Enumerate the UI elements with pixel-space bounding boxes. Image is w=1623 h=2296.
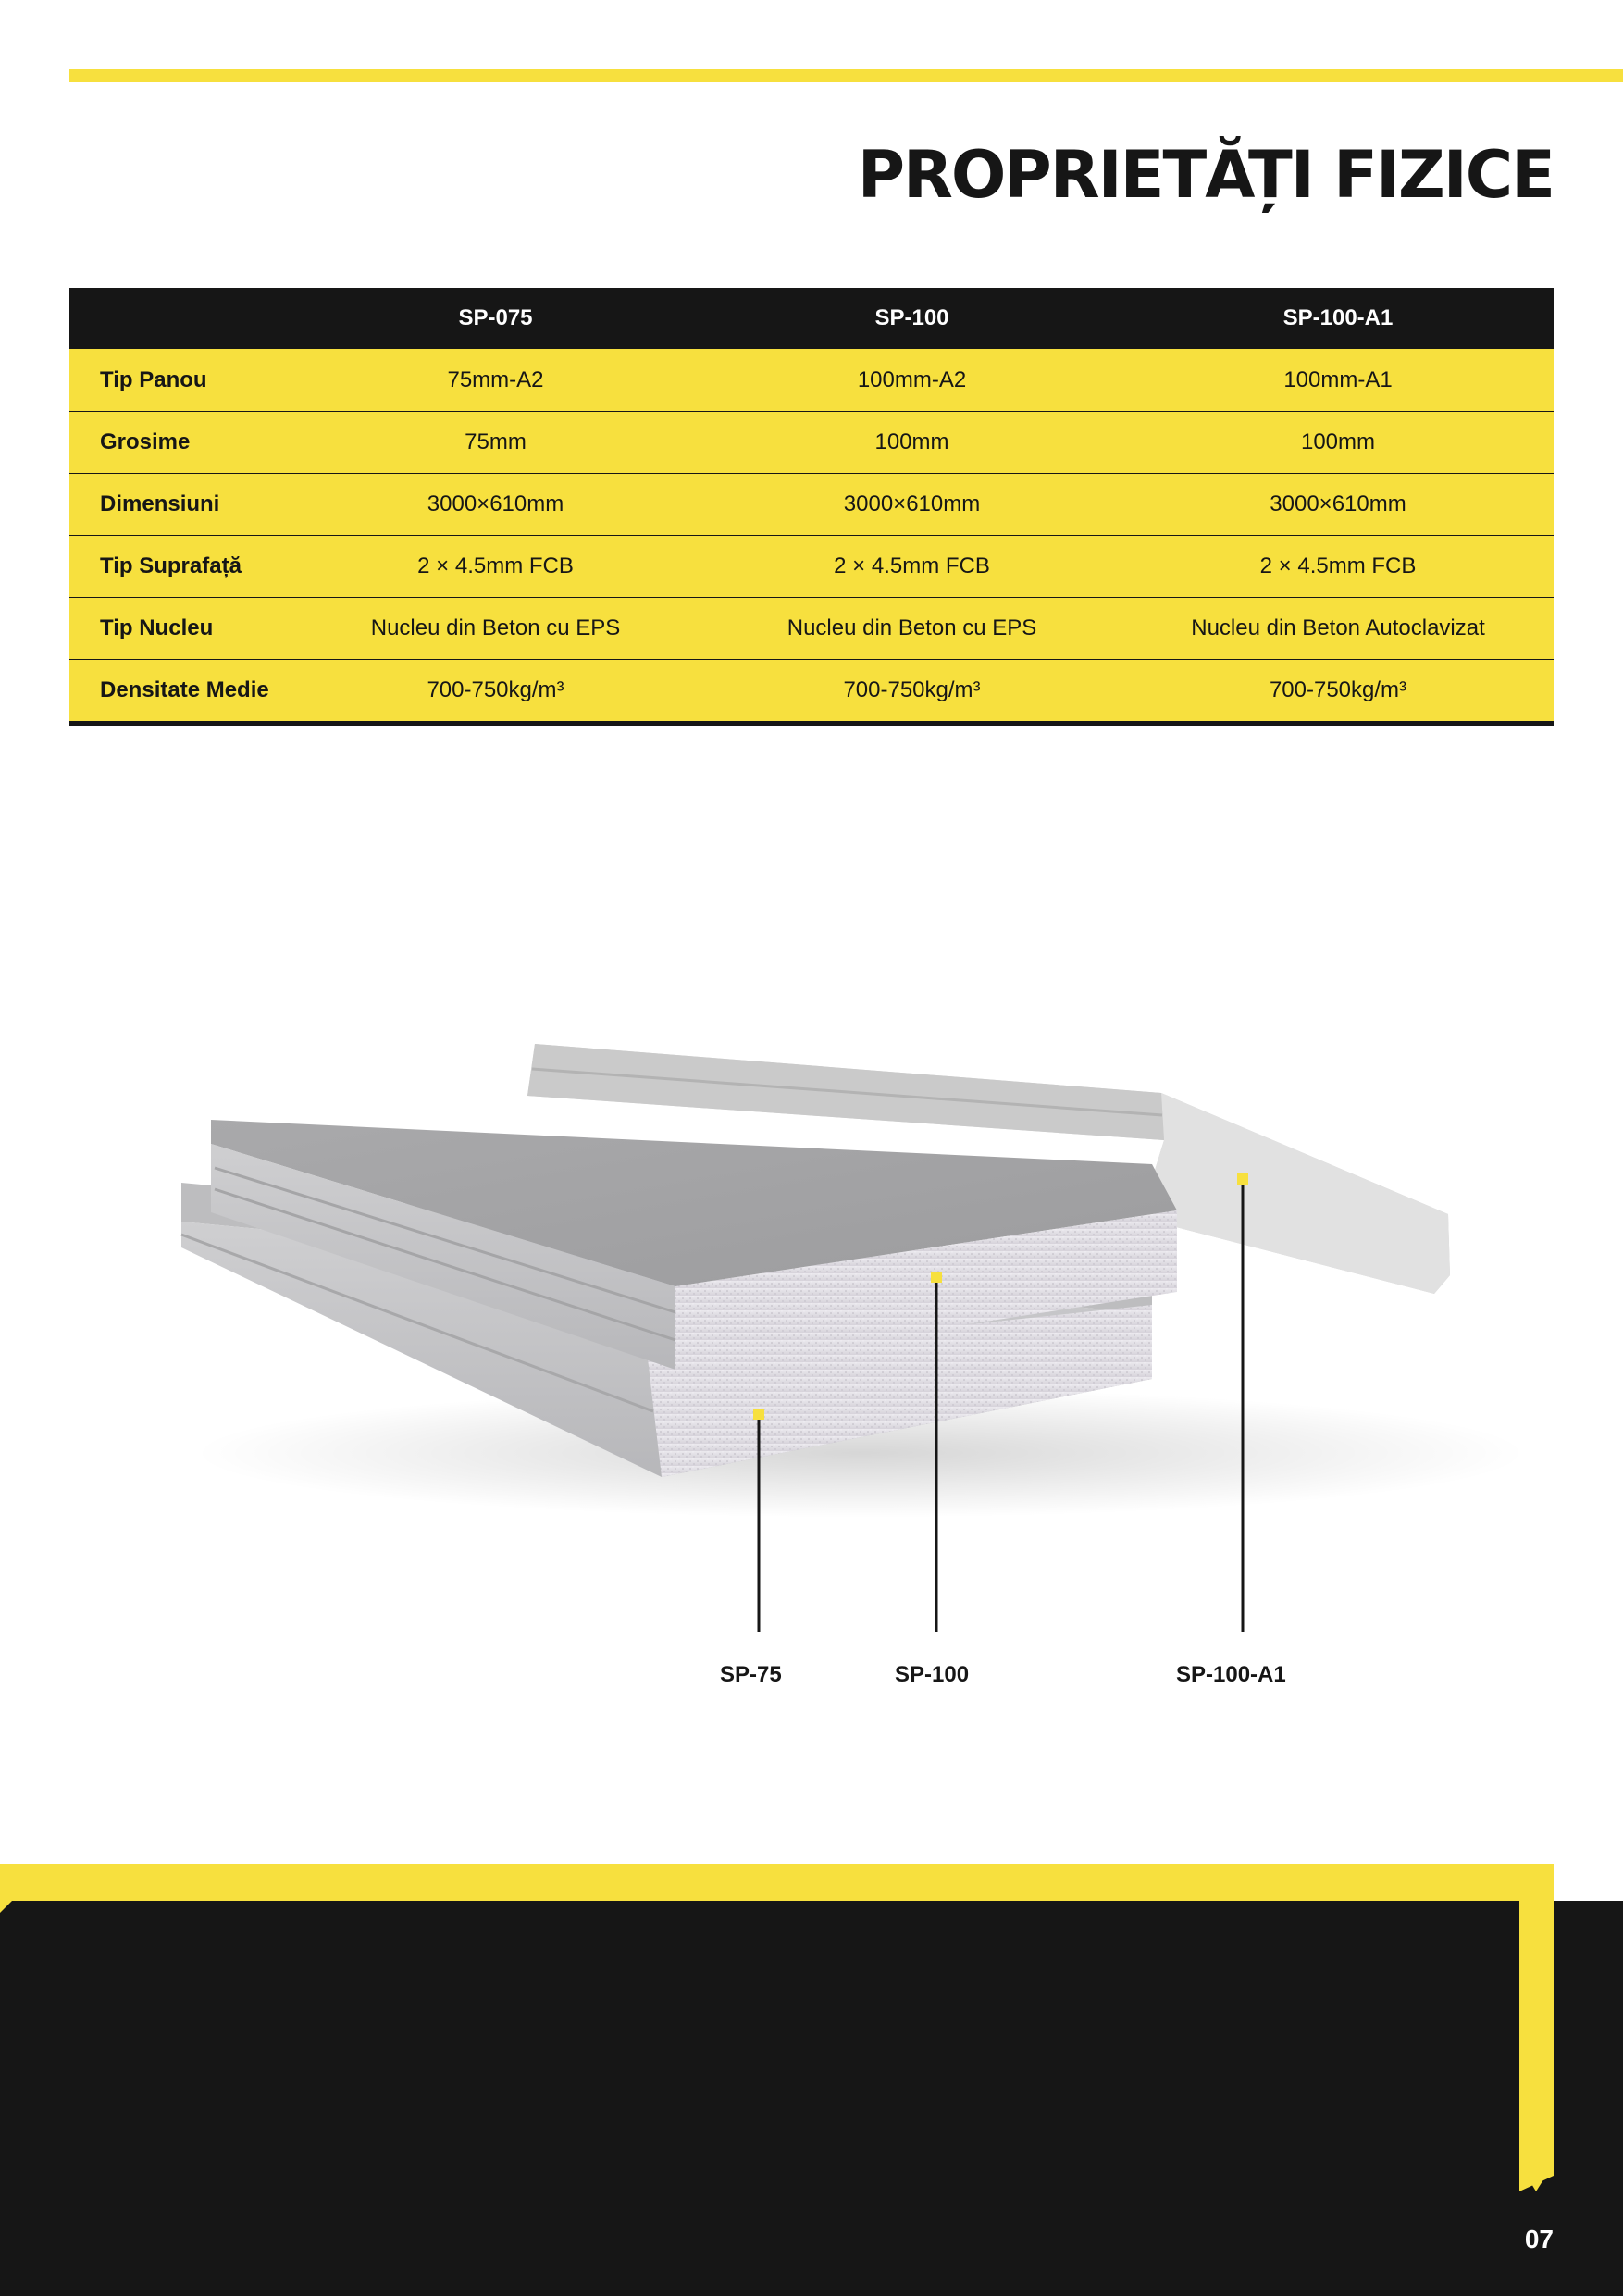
physical-properties-table bbox=[69, 288, 1554, 726]
row-label: Tip Nucleu bbox=[69, 598, 290, 660]
table-row bbox=[69, 536, 1554, 598]
table-cell: 3000×610mm bbox=[701, 474, 1122, 536]
footer-accent-pointer bbox=[1519, 1901, 1554, 2191]
table-header-cell bbox=[69, 288, 290, 349]
callout-label-sp-100-a1: SP-100-A1 bbox=[1176, 1662, 1286, 1687]
table-header-cell: SP-100 bbox=[701, 288, 1122, 349]
table-cell: 100mm-A1 bbox=[1122, 349, 1554, 412]
row-label: Tip Suprafață bbox=[69, 536, 290, 598]
page-number: 07 bbox=[1524, 2225, 1554, 2253]
top-accent-rule bbox=[69, 69, 1623, 82]
row-label: Densitate Medie bbox=[69, 660, 290, 725]
table-cell: 2 × 4.5mm FCB bbox=[290, 536, 701, 598]
panel-product-illustration bbox=[0, 999, 1623, 1758]
table-header-cell: SP-100-A1 bbox=[1122, 288, 1554, 349]
table-row bbox=[69, 598, 1554, 660]
table-cell: 700-750kg/m³ bbox=[701, 660, 1122, 725]
table-row bbox=[69, 660, 1554, 725]
row-label: Dimensiuni bbox=[69, 474, 290, 536]
table-cell: 75mm-A2 bbox=[290, 349, 701, 412]
table-cell: 3000×610mm bbox=[290, 474, 701, 536]
callout-dot-sp-100-a1 bbox=[1237, 1173, 1248, 1185]
table-cell: Nucleu din Beton cu EPS bbox=[701, 598, 1122, 660]
table-cell: 75mm bbox=[290, 412, 701, 474]
table-cell: 100mm-A2 bbox=[701, 349, 1122, 412]
table-cell: 100mm bbox=[1122, 412, 1554, 474]
footer-dark-background bbox=[0, 1901, 1623, 2296]
table-cell: 700-750kg/m³ bbox=[290, 660, 701, 725]
table-cell: 2 × 4.5mm FCB bbox=[701, 536, 1122, 598]
row-label: Grosime bbox=[69, 412, 290, 474]
table-cell: Nucleu din Beton cu EPS bbox=[290, 598, 701, 660]
footer-band bbox=[0, 1860, 1623, 2296]
table-cell: Nucleu din Beton Autoclavizat bbox=[1122, 598, 1554, 660]
table-cell: 3000×610mm bbox=[1122, 474, 1554, 536]
table-row bbox=[69, 349, 1554, 412]
callout-dot-sp-100 bbox=[931, 1272, 942, 1283]
table-row bbox=[69, 412, 1554, 474]
callout-label-sp-75: SP-75 bbox=[720, 1662, 782, 1687]
table-row bbox=[69, 474, 1554, 536]
table-header-cell: SP-075 bbox=[290, 288, 701, 349]
table-cell: 100mm bbox=[701, 412, 1122, 474]
table-cell: 2 × 4.5mm FCB bbox=[1122, 536, 1554, 598]
page-title: PROPRIETĂȚI FIZICE bbox=[857, 137, 1554, 213]
callout-dot-sp-75 bbox=[753, 1409, 764, 1420]
table-header-row bbox=[69, 288, 1554, 349]
callout-label-sp-100: SP-100 bbox=[895, 1662, 970, 1687]
row-label: Tip Panou bbox=[69, 349, 290, 412]
table-cell: 700-750kg/m³ bbox=[1122, 660, 1554, 725]
